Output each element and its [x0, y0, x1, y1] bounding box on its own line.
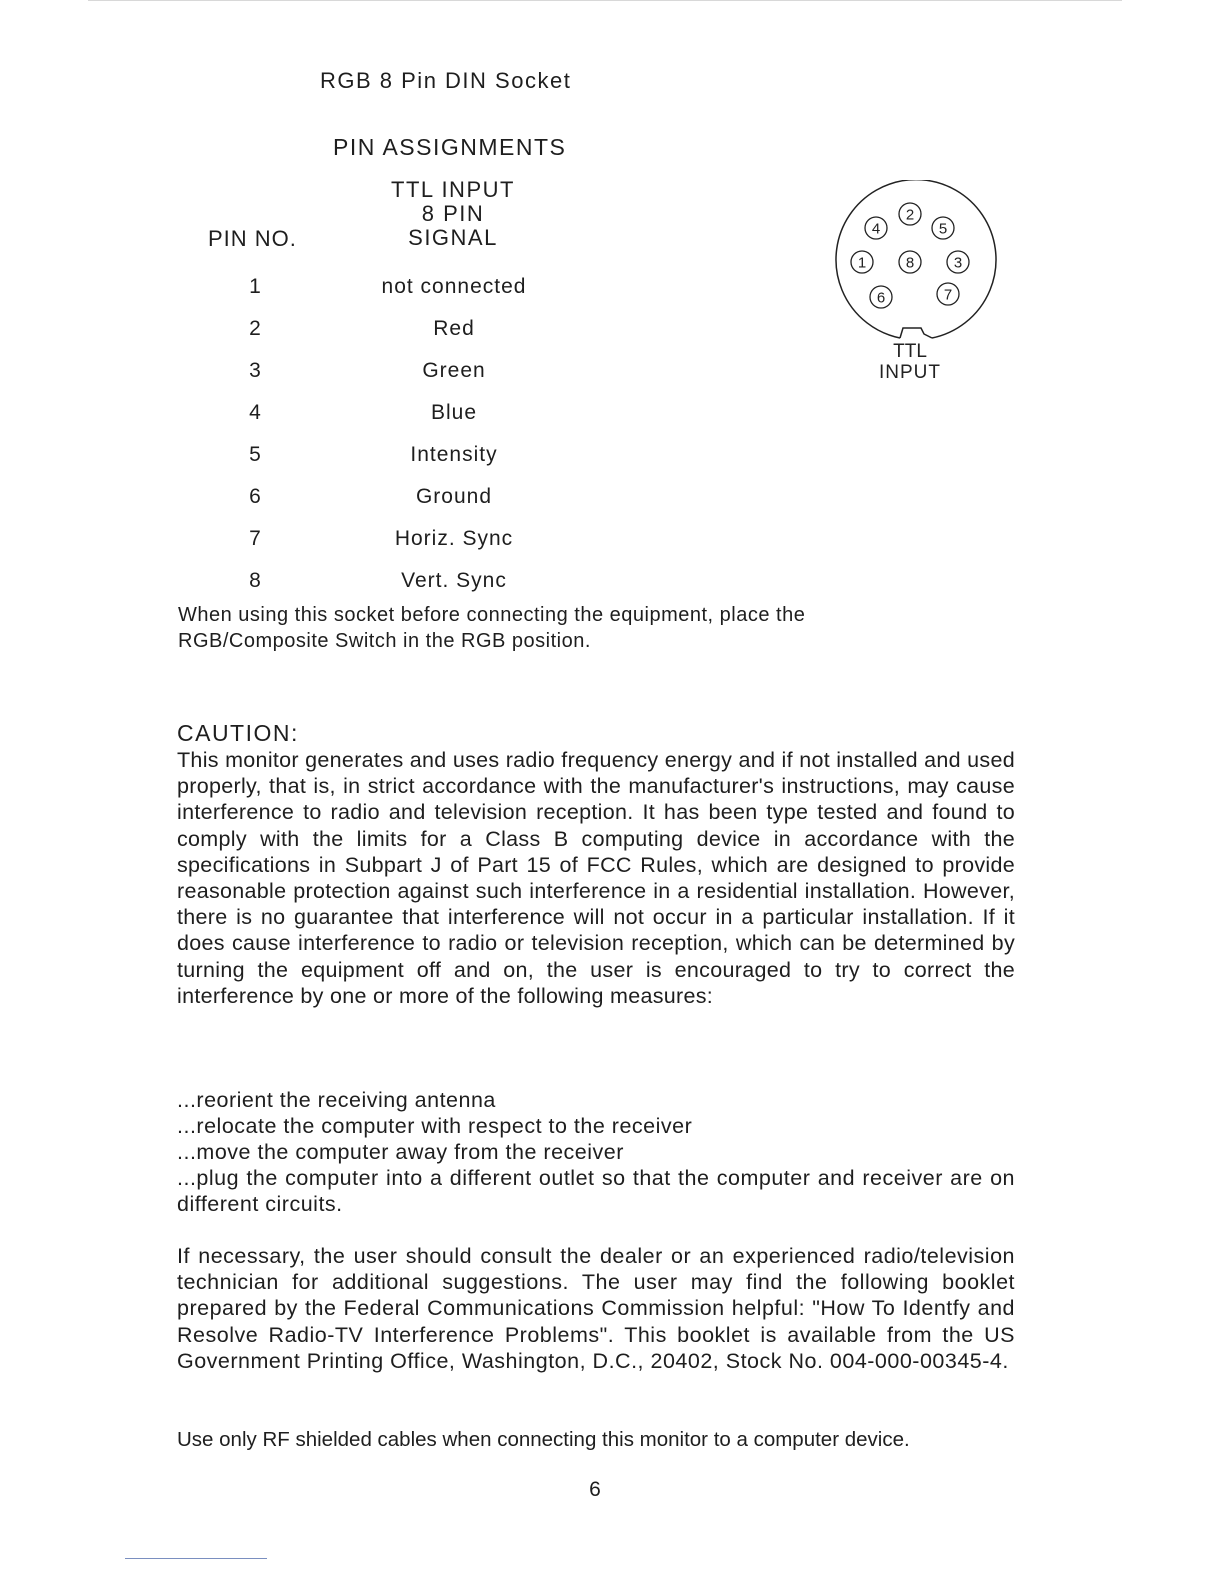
- signal-header-line: 8 PIN: [421, 201, 485, 226]
- pin-5-icon: [932, 217, 954, 239]
- table-row: [200, 560, 594, 602]
- pin-8-icon: [899, 251, 921, 273]
- pin-signal: Red: [433, 317, 475, 340]
- table-row: [200, 518, 594, 560]
- socket-note: When using this socket before connecting the equipment, place the RGB/Composite Switch in the RGB position.: [178, 604, 806, 652]
- pin-signal: Intensity: [410, 443, 498, 466]
- din-socket-diagram: [826, 180, 1006, 390]
- pin-3-icon: [947, 251, 969, 273]
- pin-number: 7: [249, 527, 261, 550]
- top-rule: [88, 0, 1122, 1]
- pin-4-icon: [865, 217, 887, 239]
- pin-number: 5: [249, 443, 261, 466]
- signal-header-line: TTL INPUT: [391, 177, 515, 202]
- table-row: [200, 266, 594, 308]
- pin-signal: Horiz. Sync: [394, 527, 514, 550]
- svg-text:2: 2: [905, 206, 915, 224]
- svg-text:7: 7: [943, 286, 953, 304]
- pin-number-header: PIN NO.: [208, 226, 297, 251]
- svg-text:6: 6: [876, 289, 886, 307]
- pin-6-icon: [870, 286, 892, 308]
- shielded-cables-note: Use only RF shielded cables when connecting this monitor to a computer device.: [177, 1428, 910, 1451]
- caution-heading: CAUTION:: [177, 720, 299, 746]
- pin-table: [200, 266, 594, 602]
- bottom-rule: [125, 1558, 267, 1559]
- pin-signal: Ground: [415, 485, 493, 508]
- socket-title: RGB 8 Pin DIN Socket: [320, 68, 572, 93]
- table-row: [200, 476, 594, 518]
- signal-header: [370, 178, 536, 250]
- list-item: ...move the computer away from the receiver: [177, 1140, 624, 1164]
- svg-text:5: 5: [938, 220, 948, 238]
- socket-key-notch: [900, 328, 932, 338]
- table-row: [200, 308, 594, 350]
- pin-number: 3: [249, 359, 261, 382]
- svg-text:8: 8: [905, 254, 915, 272]
- pin-2-icon: [899, 203, 921, 225]
- pin-signal: Blue: [430, 401, 478, 424]
- pin-number: 1: [249, 275, 261, 298]
- signal-header-line: SIGNAL: [408, 225, 498, 250]
- pin-signal: Green: [422, 359, 486, 382]
- consult-paragraph: If necessary, the user should consult the dealer or an experienced radio/television technician for additional suggestions. The user may find the following booklet prepared by the Federal Communications Commission helpful: "How To Identfy and Resolve Radio-TV Interference Problems". This booklet is available from the US Government Printing Office, Washington, D.C., 20402, Stock No. 004-000-00345-4.: [177, 1244, 1015, 1373]
- diagram-label-line: INPUT: [879, 362, 941, 383]
- table-row: [200, 392, 594, 434]
- diagram-label-line: TTL: [893, 341, 927, 362]
- pin-1-icon: [851, 251, 873, 273]
- table-row: [200, 434, 594, 476]
- list-item: ...plug the computer into a different outlet so that the computer and receiver are on different circuits.: [177, 1166, 1015, 1216]
- pin-number: 6: [249, 485, 261, 508]
- pin-signal: not connected: [381, 275, 527, 298]
- list-item: ...reorient the receiving antenna: [177, 1088, 496, 1112]
- measures-list: [177, 1087, 1015, 1217]
- pin-7-icon: [937, 283, 959, 305]
- pin-number: 4: [249, 401, 261, 424]
- pin-number: 2: [249, 317, 261, 340]
- pin-assignments-heading: PIN ASSIGNMENTS: [333, 134, 567, 160]
- svg-text:4: 4: [871, 220, 881, 238]
- table-row: [200, 350, 594, 392]
- list-item: ...relocate the computer with respect to the receiver: [177, 1114, 693, 1138]
- pin-signal: Vert. Sync: [401, 569, 507, 592]
- caution-paragraph: This monitor generates and uses radio frequency energy and if not installed and used properly, that is, in strict accordance with the manufacturer's instructions, may cause interference to radio and television reception. It has been type tested and found to comply with the limits for a Class B computing device in accordance with the specifications in Subpart J of Part 15 of FCC Rules, which are designed to provide reasonable protection against such interference in a residential installation. However, there is no guarantee that interference will not occur in a particular installation. If it does cause interference to radio or television reception, which can be determined by turning the equipment off and on, the user is encouraged to try to correct the interference by one or more of the following measures:: [177, 748, 1015, 1008]
- pin-number: 8: [249, 569, 261, 592]
- page-number: 6: [589, 1478, 601, 1501]
- svg-text:1: 1: [857, 254, 867, 272]
- svg-text:3: 3: [953, 254, 963, 272]
